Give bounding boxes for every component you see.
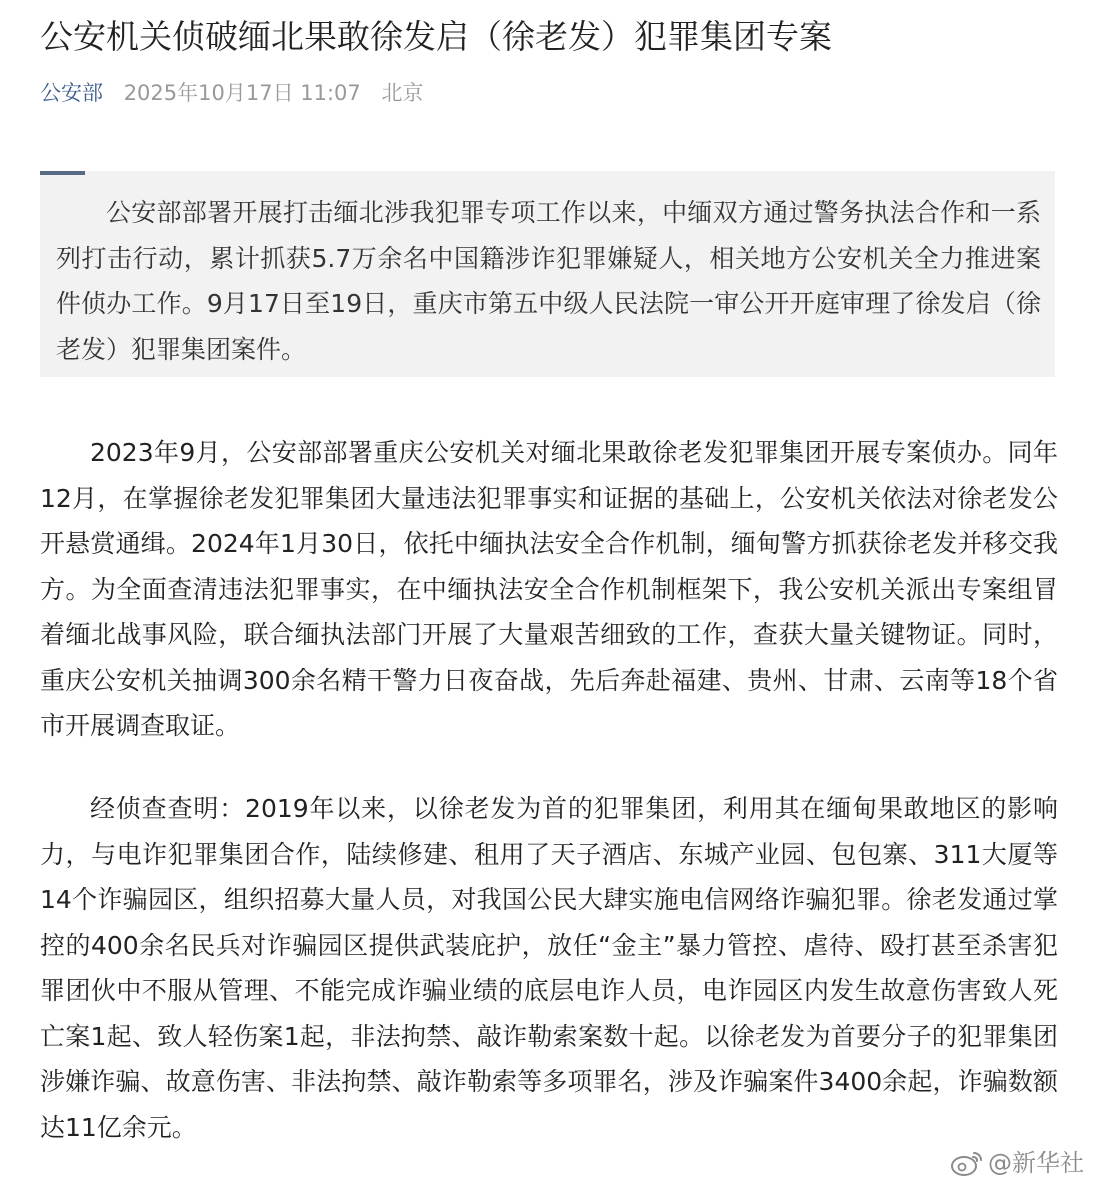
article-meta xyxy=(40,78,423,108)
summary-text: 公安部部署开展打击缅北涉我犯罪专项工作以来，中缅双方通过警务执法合作和一系列打击行动，累计抓获5.7万余名中国籍涉诈犯罪嫌疑人，相关地方公安机关全力推进案件侦办工作。9月17日至19日，重庆市第五中级人民法院一审公开开庭审理了徐发启（徐老发）犯罪集团案件。 xyxy=(56,198,1041,364)
summary-box xyxy=(40,171,1055,377)
watermark xyxy=(950,1148,1084,1178)
publish-datetime: 2025年10月17日 11:07 xyxy=(123,81,361,105)
body-paragraph-2: 经侦查查明：2019年以来，以徐老发为首的犯罪集团，利用其在缅甸果敢地区的影响力，与电诈犯罪集团合作，陆续修建、租用了天子酒店、东城产业园、包包寨、311大厦等14个诈骗园区，组织招募大量人员，对我国公民大肆实施电信网络诈骗犯罪。徐老发通过掌控的400余名民兵对诈骗园区提供武装庇护，放任“金主”暴力管控、虐待、殴打甚至杀害犯罪团伙中不服从管理、不能完成诈骗业绩的底层电诈人员，电诈园区内发生故意伤害致人死亡案1起、致人轻伤案1起，非法拘禁、敲诈勒索案数十起。以徐老发为首要分子的犯罪集团涉嫌诈骗、故意伤害、非法拘禁、敲诈勒索等多项罪名，涉及诈骗案件3400余起，诈骗数额达11亿余元。 xyxy=(40,794,1058,1142)
body-paragraph-1: 2023年9月，公安部部署重庆公安机关对缅北果敢徐老发犯罪集团开展专案侦办。同年12月，在掌握徐老发犯罪集团大量违法犯罪事实和证据的基础上，公安机关依法对徐老发公开悬赏通缉。2024年1月30日，依托中缅执法安全合作机制，缅甸警方抓获徐老发并移交我方。为全面查清违法犯罪事实，在中缅执法安全合作机制框架下，我公安机关派出专案组冒着缅北战事风险，联合缅执法部门开展了大量艰苦细致的工作，查获大量关键物证。同时，重庆公安机关抽调300余名精干警力日夜奋战，先后奔赴福建、贵州、甘肃、云南等18个省市开展调查取证。 xyxy=(40,438,1058,740)
publish-location: 北京 xyxy=(381,81,424,105)
source-link[interactable]: 公安部 xyxy=(40,81,103,105)
article-title: 公安机关侦破缅北果敢徐发启（徐老发）犯罪集团专案 xyxy=(40,17,832,56)
watermark-text: @新华社 xyxy=(988,1149,1084,1177)
weibo-icon xyxy=(950,1149,984,1177)
